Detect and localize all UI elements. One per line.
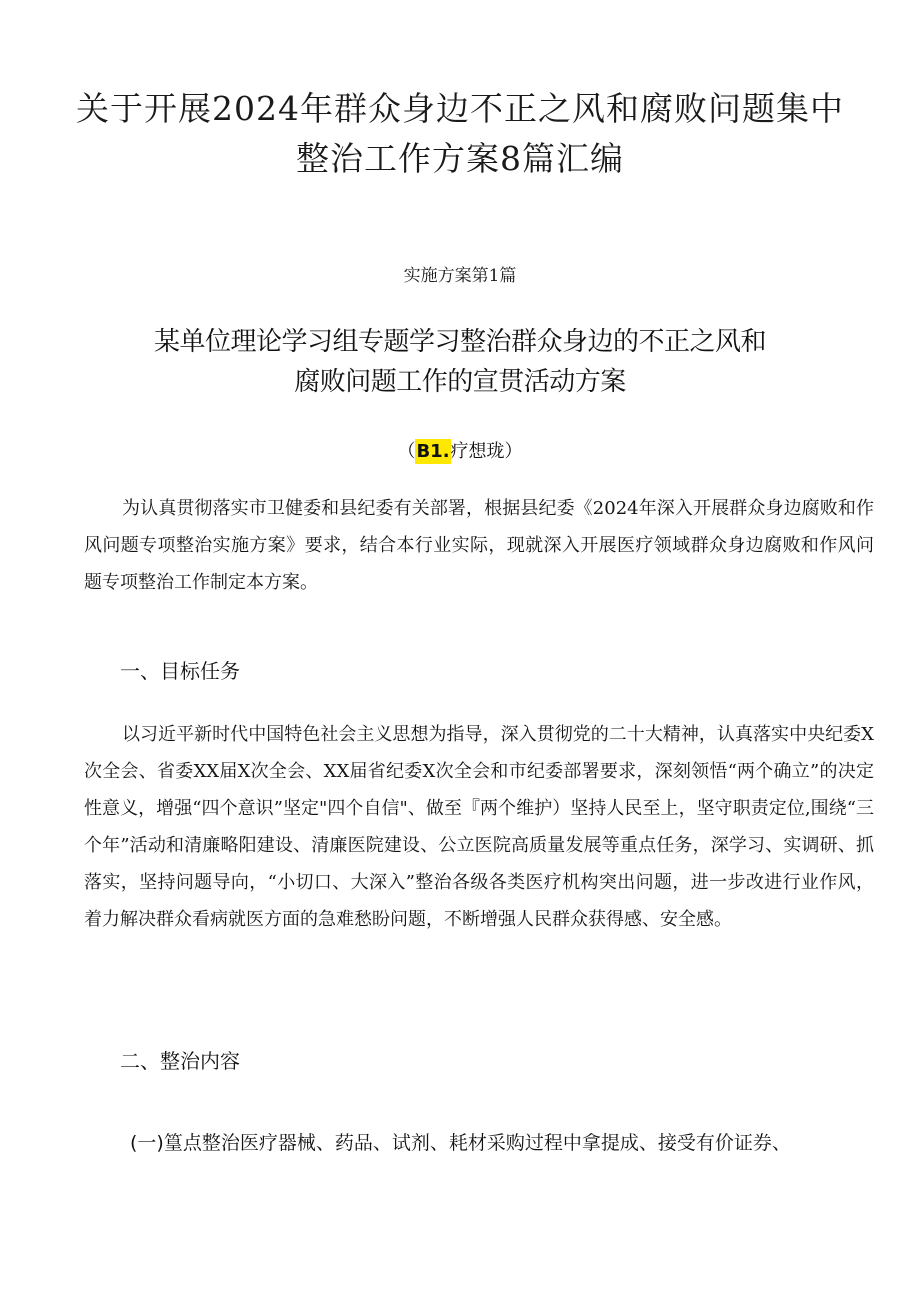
author-line [0, 438, 920, 466]
section-heading-content: 二、整治内容 [120, 1049, 240, 1073]
plan-subtitle [0, 322, 920, 402]
section-heading-goals: 一、目标任务 [120, 659, 240, 683]
section-tag: 实施方案第1篇 [403, 266, 517, 286]
document-title-line-1: 关于开展2024年群众身边不正之风和腐败问题集中 [76, 89, 844, 128]
goals-paragraph: 以习近平新时代中国特色社会主义思想为指导，深入贯彻党的二十大精神，认真落实中央纪委X次全会、省委XX届X次全会、XX届省纪委X次全会和市纪委部署要求，深刻领悟“两个确立”的决定性意义，增强“四个意识”坚定"四个自信"、做至『两个维护）坚持人民至上，坚守职责定位,围绕“三个年”活动和清廉略阳建设、清廉医院建设、公立医院高质量发展等重点任务，深学习、实调研、抓落实，坚持问题导向，“小切口、大深入”整治各级各类医疗机构突出问题，进一步改进行业作风，着力解决群众看病就医方面的急难愁盼问题，不断增强人民群众获得感、安全感。 [84, 724, 874, 930]
plan-subtitle-line-1: 某单位理论学习组专题学习整治群众身边的不正之风和 [153, 327, 766, 357]
author-open-paren: （ [397, 441, 416, 462]
plan-subtitle-line-2: 腐败问题工作的宣贯活动方案 [294, 367, 626, 397]
document-title [0, 84, 920, 184]
document-title-line-2: 整治工作方案8篇汇编 [296, 139, 624, 178]
author-name: 疗想珑 [450, 441, 505, 462]
author-highlight: B1. [416, 441, 450, 462]
content-item-1: (一)篁点整治医疗器械、药品、试剂、耗材采购过程中拿提成、接受有价证券、 [130, 1132, 791, 1154]
intro-paragraph: 为认真贯彻落实市卫健委和县纪委有关部署，根据县纪委《2024年深入开展群众身边腐败和作风问题专项整治实施方案》要求，结合本行业实际，现就深入开展医疗领域群众身边腐败和作风问题专项整治工作制定本方案。 [84, 498, 874, 593]
author-close-paren: ） [504, 441, 523, 462]
